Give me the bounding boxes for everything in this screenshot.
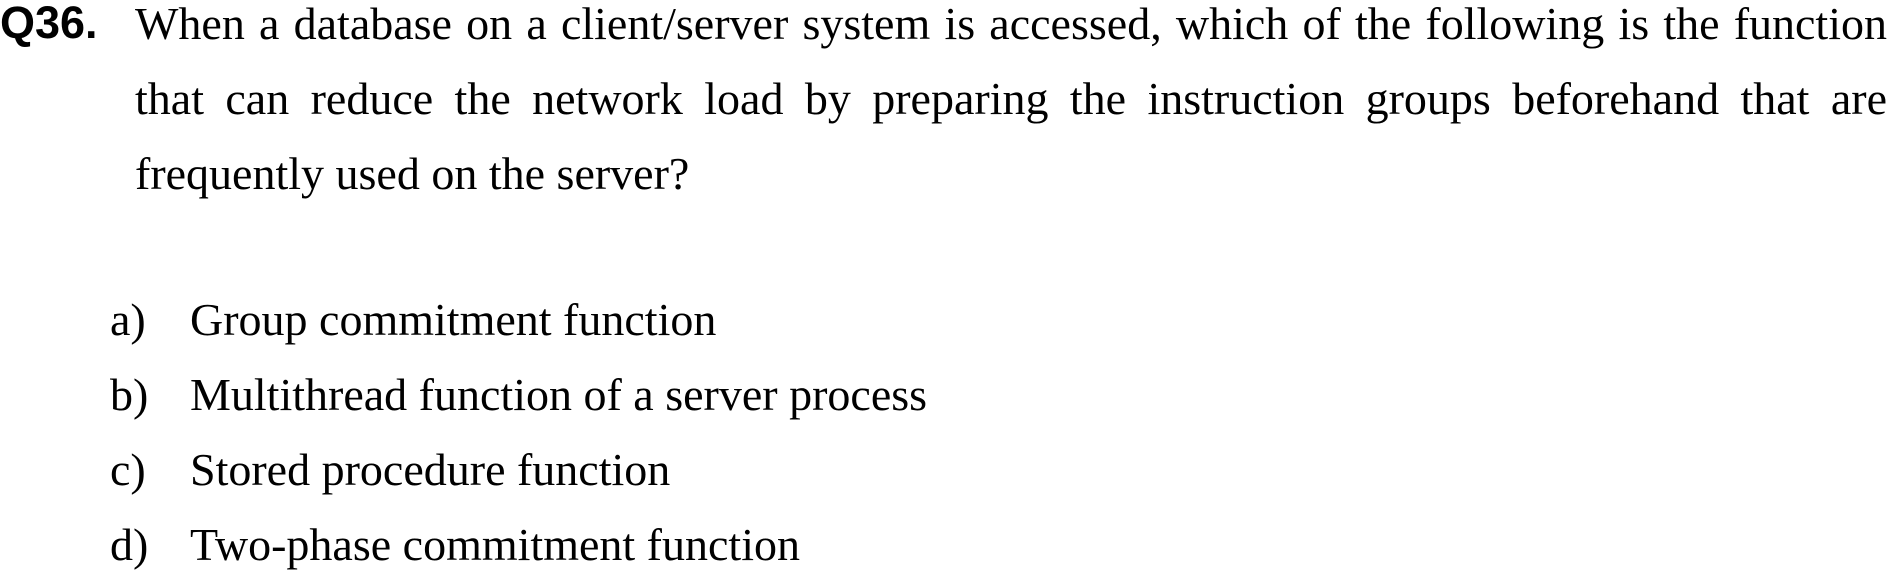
- question-text: When a database on a client/server system is accessed, which of the following is the function that can reduce the network load by preparing the instruction groups beforehand that are frequently used on the server?: [135, 0, 1887, 199]
- option-letter: d): [110, 519, 149, 570]
- option-letter: c): [110, 444, 146, 495]
- option-letter: a): [110, 294, 146, 345]
- option-text: Multithread function of a server process: [190, 369, 928, 420]
- question-number: Q36.: [0, 0, 98, 48]
- option-letter: b): [110, 369, 149, 420]
- option-text: Two-phase commitment function: [190, 519, 800, 570]
- option-text: Group commitment function: [190, 294, 717, 345]
- option-text: Stored procedure function: [190, 444, 671, 495]
